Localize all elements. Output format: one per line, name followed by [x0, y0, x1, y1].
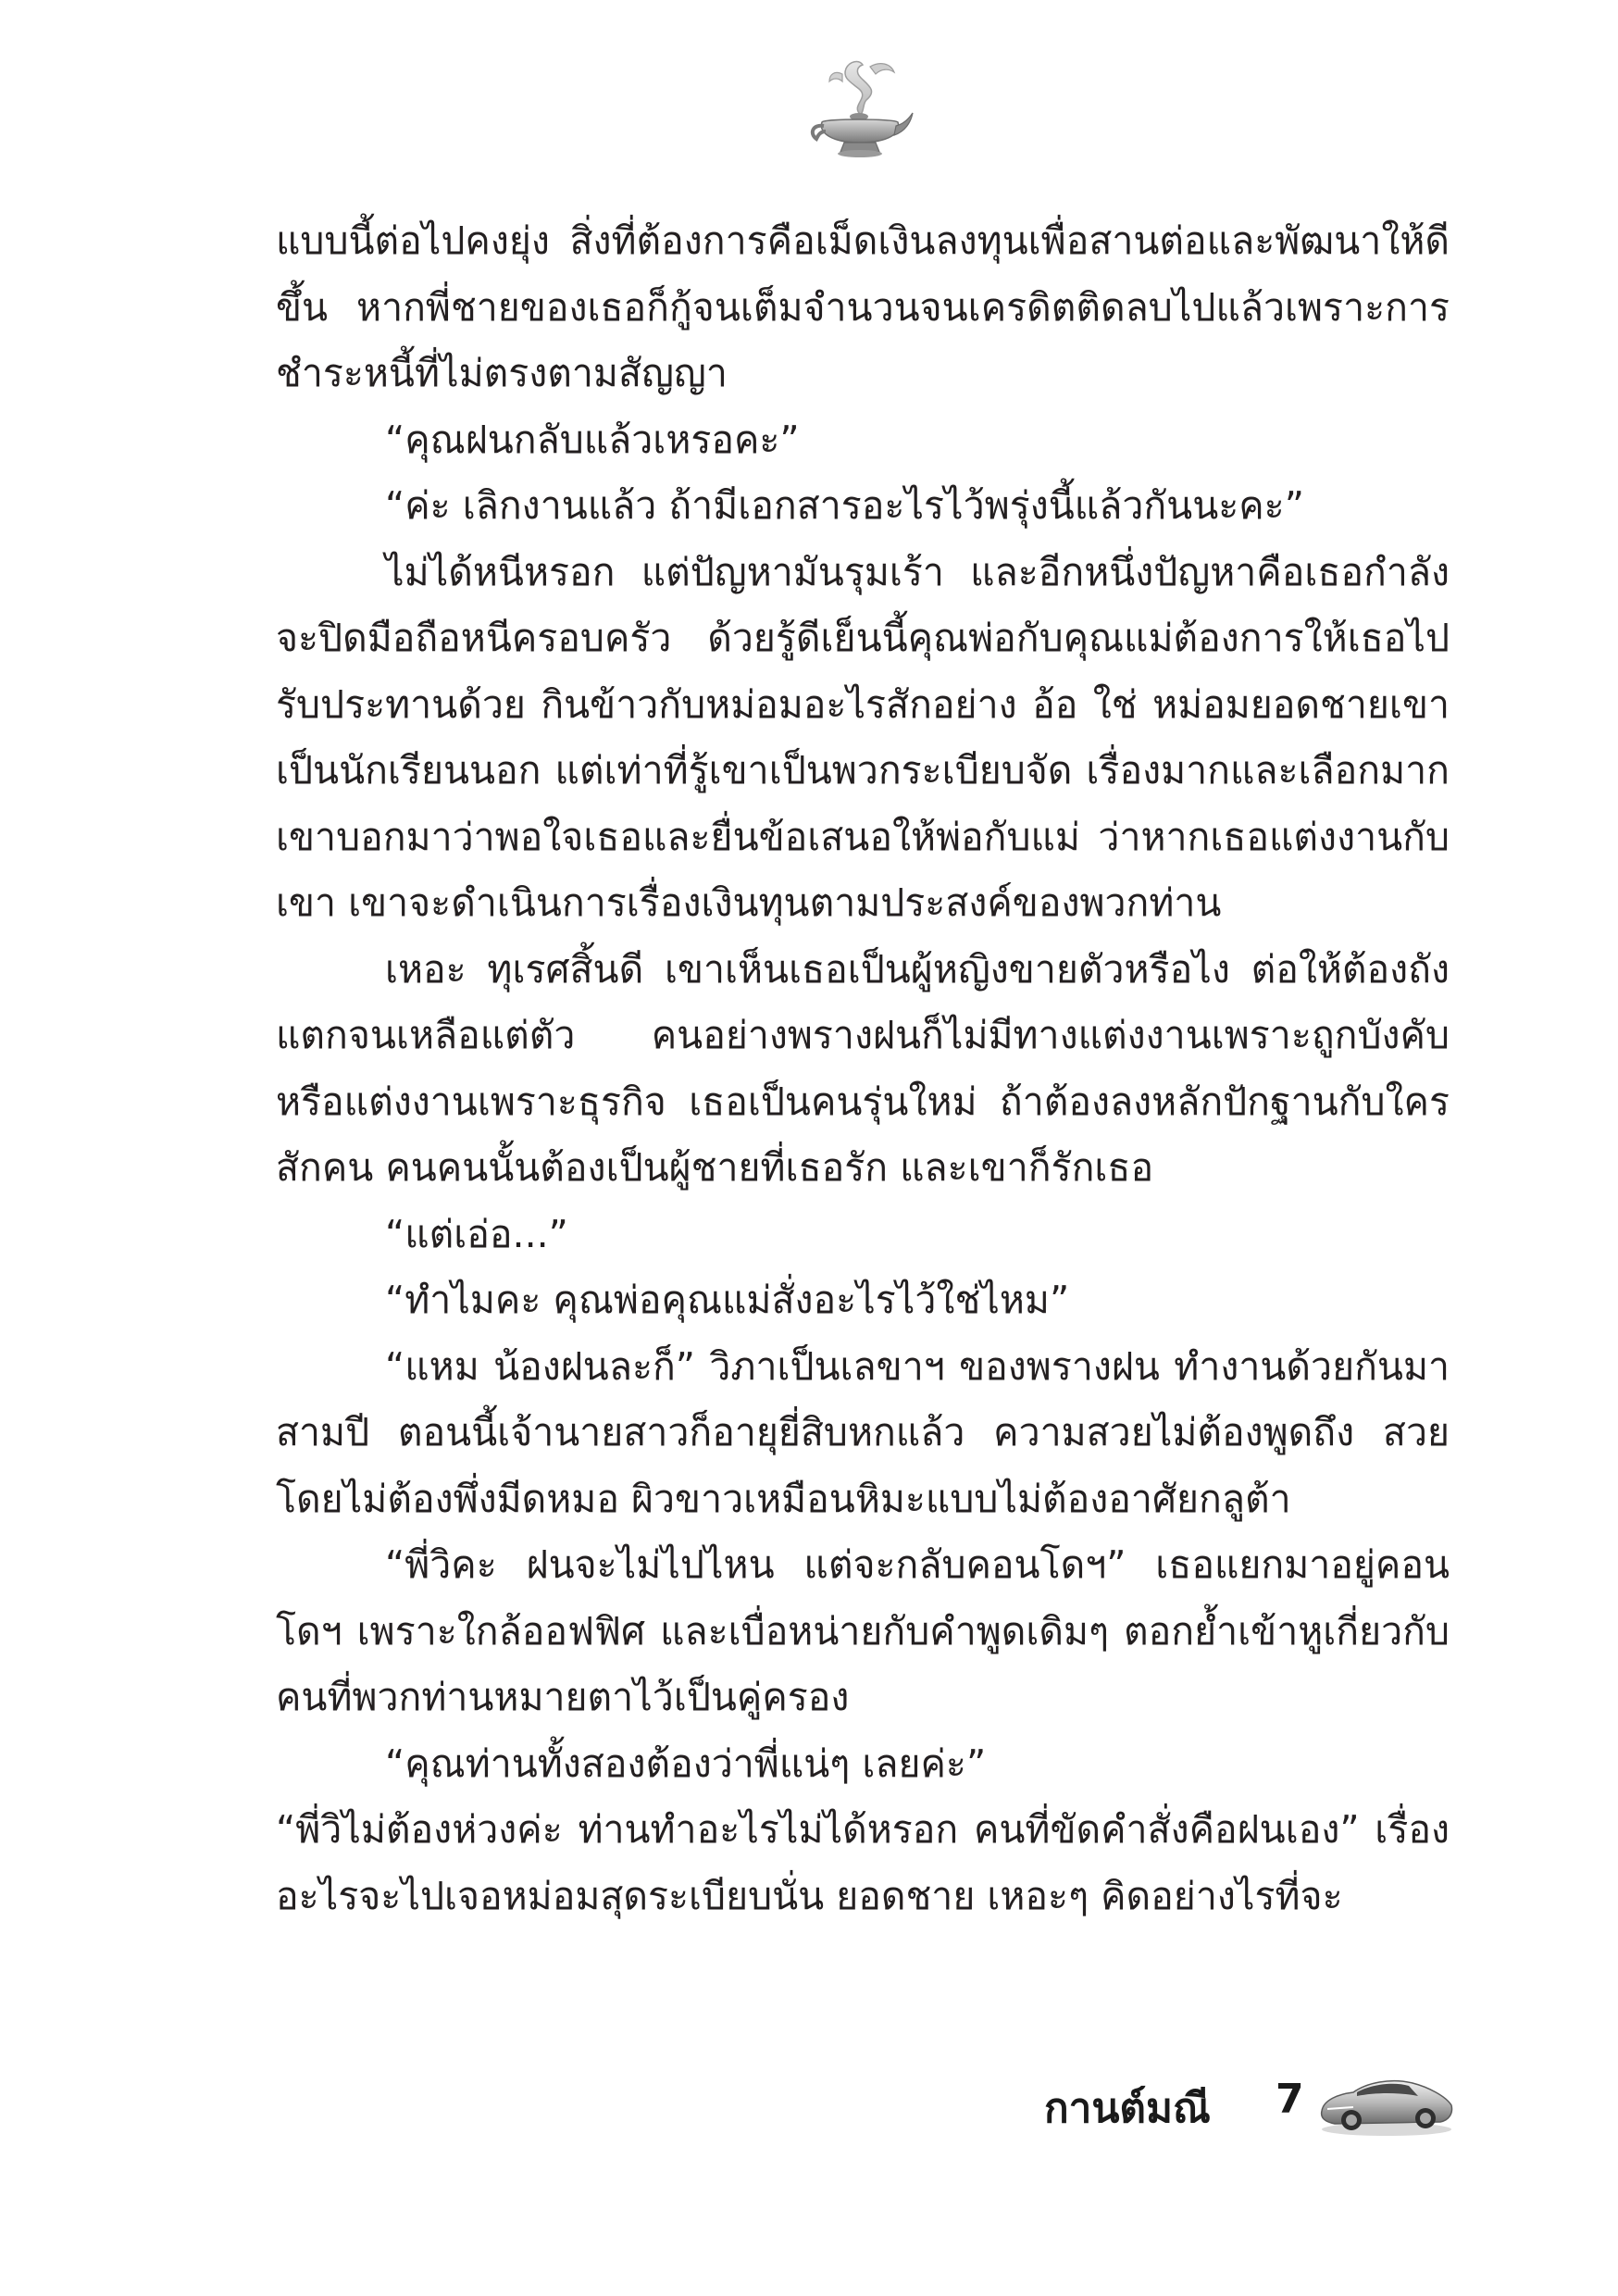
page-number: 7: [1276, 2076, 1304, 2123]
paragraph: ไม่ได้หนีหรอก แต่ปัญหามันรุมเร้า และอีกหนึ่งปัญหาคือเธอกำลังจะปิดมือถือหนีครอบครัว ด้วยรู้ดีเย็นนี้คุณพ่อกับคุณแม่ต้องการให้เธอไปรับประทานด้วย กินข้าวกับหม่อมอะไรสักอย่าง อ้อ ใช่ หม่อมยอดชายเขาเป็นนักเรียนนอก แต่เท่าที่รู้เขาเป็นพวกระเบียบจัด เรื่องมากและเลือกมาก เขาบอกมาว่าพอใจเธอและยื่นข้อเสนอให้พ่อกับแม่ ว่าหากเธอแต่งงานกับเขา เขาจะดำเนินการเรื่องเงินทุนตามประสงค์ของพวกท่าน: [276, 549, 1450, 925]
page-footer: [1018, 2053, 1462, 2155]
paragraph: แบบนี้ต่อไปคงยุ่ง สิ่งที่ต้องการคือเม็ดเงินลงทุนเพื่อสานต่อและพัฒนาให้ดีขึ้น หากพี่ชายของเธอก็กู้จนเต็มจำนวนจนเครดิตติดลบไปแล้วเพราะการชำระหนี้ที่ไม่ตรงตามสัญญา: [276, 218, 1450, 395]
paragraph: “พี่วิไม่ต้องห่วงค่ะ ท่านทำอะไรไม่ได้หรอก คนที่ขัดคำสั่งคือฝนเอง” เรื่องอะไรจะไปเจอหม่อมสุดระเบียบนั่น ยอดชาย เหอะๆ คิดอย่างไรที่จะ: [276, 1807, 1450, 1918]
sports-car-icon: [1316, 2055, 1457, 2140]
paragraph: “แหม น้องฝนละก็” วิภาเป็นเลขาฯ ของพรางฝน ทำงานด้วยกันมาสามปี ตอนนี้เจ้านายสาวก็อายุยี่สิบหกแล้ว ความสวยไม่ต้องพูดถึง สวยโดยไม่ต้องพึ่งมีดหมอ ผิวขาวเหมือนหิมะแบบไม่ต้องอาศัยกลูต้า: [276, 1343, 1450, 1521]
paragraph: “คุณฝนกลับแล้วเหรอคะ”: [385, 417, 800, 462]
body-text: [276, 208, 1450, 1929]
paragraph: “ค่ะ เลิกงานแล้ว ถ้ามีเอกสารอะไรไว้พรุ่งนี้แล้วกันนะคะ”: [385, 483, 1304, 528]
paragraph: เหอะ ทุเรศสิ้นดี เขาเห็นเธอเป็นผู้หญิงขายตัวหรือไง ต่อให้ต้องถังแตกจนเหลือแต่ตัว คนอย่างพรางฝนก็ไม่มีทางแต่งงานเพราะถูกบังคับหรือแต่งงานเพราะธุรกิจ เธอเป็นคนรุ่นใหม่ ถ้าต้องลงหลักปักฐานกับใครสักคน คนคนนั้นต้องเป็นผู้ชายที่เธอรัก และเขาก็รักเธอ: [276, 946, 1450, 1190]
paragraph: “คุณท่านทั้งสองต้องว่าพี่แน่ๆ เลยค่ะ”: [385, 1741, 987, 1786]
genie-lamp-icon: [805, 54, 915, 161]
paragraph: “แต่เอ่อ...”: [385, 1211, 568, 1256]
paragraph: “ทำไมคะ คุณพ่อคุณแม่สั่งอะไรไว้ใช่ไหม”: [385, 1278, 1070, 1322]
author-name: กานต์มณี: [1044, 2085, 1211, 2132]
paragraph: “พี่วิคะ ฝนจะไม่ไปไหน แต่จะกลับคอนโดฯ” เธอแยกมาอยู่คอนโดฯ เพราะใกล้ออฟฟิศ และเบื่อหน่ายกับคำพูดเดิมๆ ตอกย้ำเข้าหูเกี่ยวกับคนที่พวกท่านหมายตาไว้เป็นคู่ครอง: [276, 1542, 1450, 1719]
